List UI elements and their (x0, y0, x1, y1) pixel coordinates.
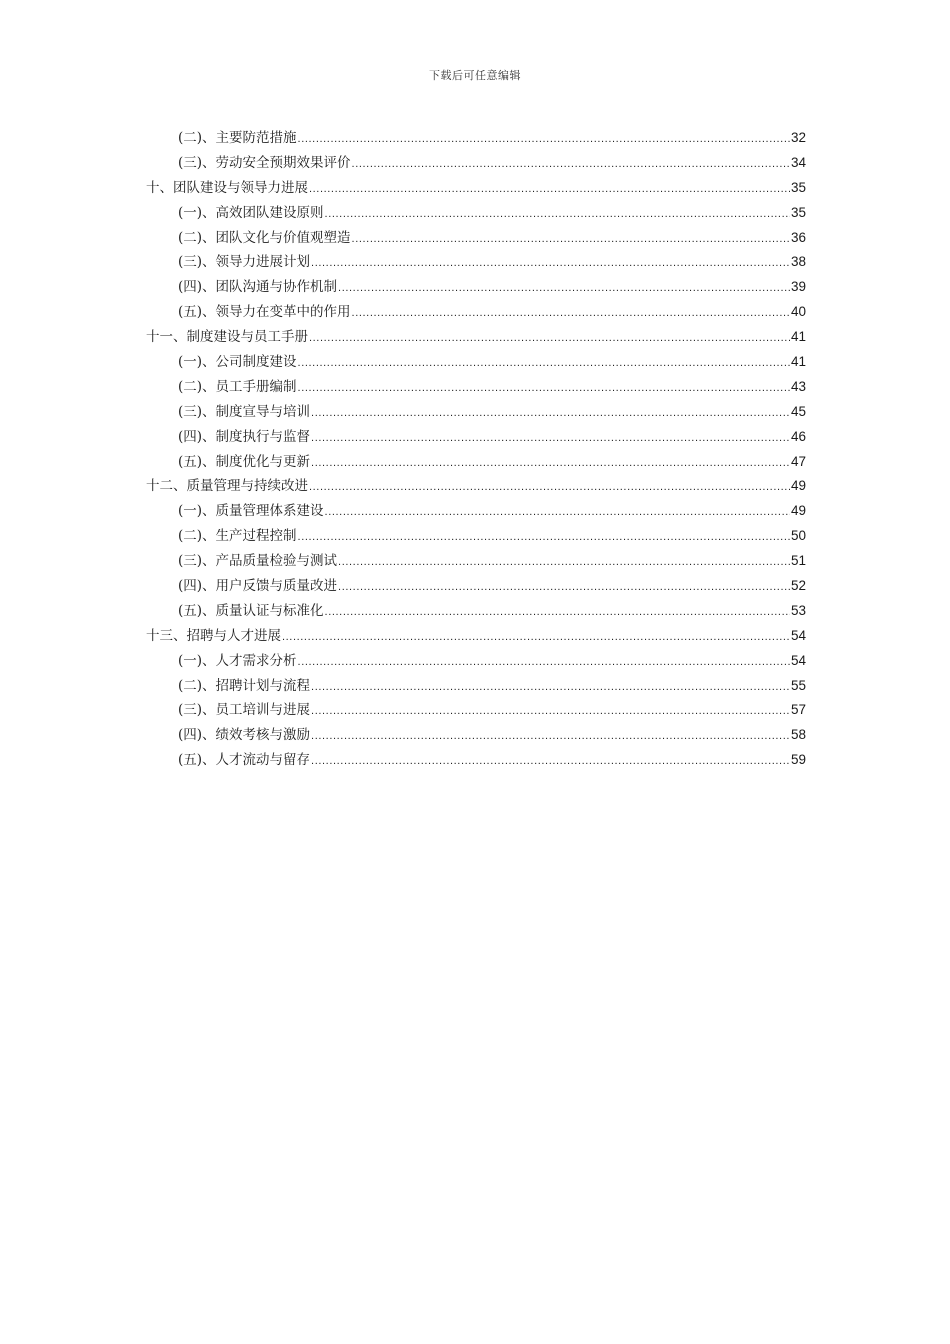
toc-dot-leader (352, 152, 790, 177)
toc-entry-title: (一)、质量管理体系建设 (178, 503, 324, 520)
toc-dot-leader (298, 525, 790, 550)
toc-dot-leader (352, 301, 790, 326)
toc-entry-title: (三)、领导力进展计划 (178, 254, 311, 271)
toc-section-entry[interactable] (146, 226, 806, 251)
toc-page-number: 35 (790, 204, 806, 220)
toc-dot-leader (298, 351, 790, 376)
toc-page-number: 34 (790, 154, 806, 170)
toc-chapter-entry[interactable] (146, 325, 806, 350)
toc-section-entry[interactable] (146, 599, 806, 624)
toc-section-entry[interactable] (146, 201, 806, 226)
toc-section-entry[interactable] (146, 524, 806, 549)
toc-entry-title: (二)、招聘计划与流程 (178, 677, 311, 694)
toc-dot-leader (325, 600, 790, 625)
toc-dot-leader (309, 475, 790, 500)
toc-page-number: 45 (790, 403, 806, 419)
toc-section-entry[interactable] (146, 674, 806, 699)
toc-page-number: 38 (790, 254, 806, 270)
toc-page-number: 49 (790, 478, 806, 494)
toc-page-number: 51 (790, 553, 806, 569)
toc-dot-leader (311, 251, 790, 276)
toc-page-number: 49 (790, 503, 806, 519)
toc-section-entry[interactable] (146, 250, 806, 275)
toc-page-number: 53 (790, 602, 806, 618)
toc-page-number: 36 (790, 229, 806, 245)
toc-entry-title: (五)、人才流动与留存 (178, 752, 311, 769)
toc-chapter-entry[interactable] (146, 474, 806, 499)
toc-section-entry[interactable] (146, 649, 806, 674)
toc-page-number: 52 (790, 578, 806, 594)
toc-dot-leader (311, 401, 790, 426)
toc-entry-title: (三)、员工培训与进展 (178, 702, 311, 719)
page-header-note: 下载后可任意编辑 (429, 69, 521, 82)
toc-entry-title: (一)、高效团队建设原则 (178, 204, 324, 221)
toc-page-number: 54 (790, 627, 806, 643)
toc-entry-title: (五)、制度优化与更新 (178, 453, 311, 470)
toc-entry-title: 十、团队建设与领导力进展 (146, 179, 308, 196)
table-of-contents (146, 126, 806, 773)
toc-page-number: 54 (790, 652, 806, 668)
toc-section-entry[interactable] (146, 275, 806, 300)
toc-page-number: 40 (790, 304, 806, 320)
toc-page-number: 57 (790, 702, 806, 718)
toc-dot-leader (311, 699, 790, 724)
toc-entry-title: (二)、生产过程控制 (178, 528, 297, 545)
toc-section-entry[interactable] (146, 698, 806, 723)
toc-section-entry[interactable] (146, 748, 806, 773)
toc-page-number: 46 (790, 428, 806, 444)
toc-entry-title: (五)、质量认证与标准化 (178, 602, 324, 619)
toc-section-entry[interactable] (146, 375, 806, 400)
toc-entry-title: (四)、用户反馈与质量改进 (178, 578, 338, 595)
toc-entry-title: (四)、制度执行与监督 (178, 428, 311, 445)
toc-page-number: 43 (790, 378, 806, 394)
toc-section-entry[interactable] (146, 350, 806, 375)
toc-section-entry[interactable] (146, 400, 806, 425)
toc-section-entry[interactable] (146, 574, 806, 599)
toc-section-entry[interactable] (146, 425, 806, 450)
toc-dot-leader (338, 550, 790, 575)
toc-page-number: 50 (790, 528, 806, 544)
toc-page-number: 32 (790, 130, 806, 145)
toc-entry-title: (二)、主要防范措施 (178, 130, 297, 146)
toc-dot-leader (338, 276, 790, 301)
toc-section-entry[interactable] (146, 549, 806, 574)
toc-dot-leader (338, 575, 790, 600)
toc-dot-leader (298, 376, 790, 401)
toc-entry-title: (三)、制度宣导与培训 (178, 403, 311, 420)
toc-entry-title: (一)、公司制度建设 (178, 354, 297, 371)
toc-page-number: 39 (790, 279, 806, 295)
toc-page-number: 41 (790, 329, 806, 345)
toc-dot-leader (325, 202, 790, 227)
toc-section-entry[interactable] (146, 499, 806, 524)
toc-dot-leader (325, 500, 790, 525)
toc-entry-title: (四)、团队沟通与协作机制 (178, 279, 338, 296)
toc-page-number: 58 (790, 727, 806, 743)
toc-dot-leader (311, 724, 790, 749)
toc-dot-leader (311, 749, 790, 774)
toc-entry-title: (二)、员工手册编制 (178, 378, 297, 395)
toc-page-number: 41 (790, 354, 806, 370)
toc-section-entry[interactable] (146, 723, 806, 748)
toc-section-entry[interactable] (146, 126, 806, 151)
toc-dot-leader (311, 451, 790, 476)
toc-entry-title: (三)、产品质量检验与测试 (178, 553, 338, 570)
toc-page-number: 59 (790, 752, 806, 768)
toc-entry-title: 十三、招聘与人才进展 (146, 627, 281, 644)
toc-entry-title: (四)、绩效考核与激励 (178, 727, 311, 744)
toc-page-number: 55 (790, 677, 806, 693)
toc-dot-leader (282, 625, 790, 650)
toc-dot-leader (311, 426, 790, 451)
toc-dot-leader (309, 326, 790, 351)
toc-dot-leader (298, 650, 790, 675)
toc-entry-title: 十一、制度建设与员工手册 (146, 329, 308, 346)
toc-entry-title: (三)、劳动安全预期效果评价 (178, 154, 351, 171)
toc-page-number: 47 (790, 453, 806, 469)
toc-dot-leader (309, 177, 790, 202)
toc-chapter-entry[interactable] (146, 176, 806, 201)
toc-section-entry[interactable] (146, 450, 806, 475)
toc-chapter-entry[interactable] (146, 624, 806, 649)
toc-entry-title: 十二、质量管理与持续改进 (146, 478, 308, 495)
toc-entry-title: (二)、团队文化与价值观塑造 (178, 229, 351, 246)
toc-dot-leader (298, 127, 790, 152)
toc-section-entry[interactable] (146, 300, 806, 325)
toc-entry-title: (一)、人才需求分析 (178, 652, 297, 669)
toc-dot-leader (352, 227, 790, 252)
toc-dot-leader (311, 675, 790, 700)
toc-section-entry[interactable] (146, 151, 806, 176)
toc-page-number: 35 (790, 179, 806, 195)
toc-entry-title: (五)、领导力在变革中的作用 (178, 304, 351, 321)
